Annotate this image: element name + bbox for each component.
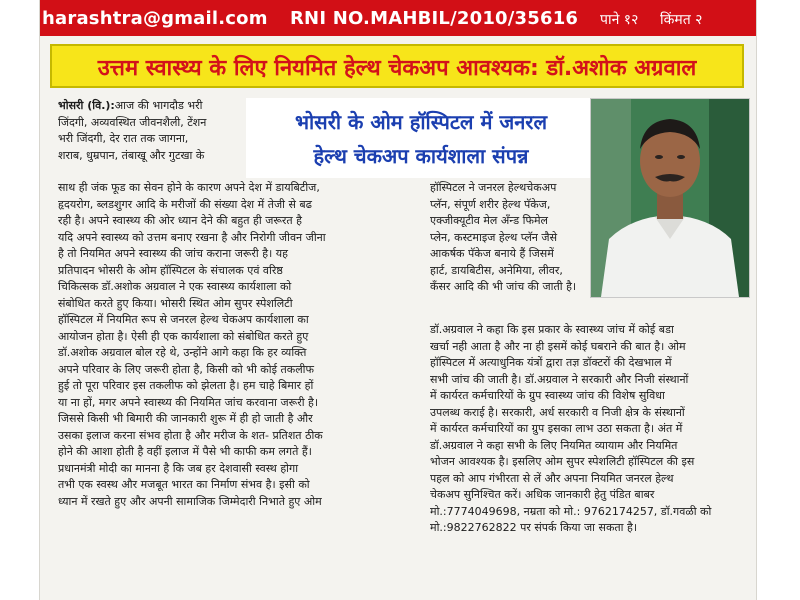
article-line: सभी जांच की जाती है। डॉ.अग्रवाल ने सरकारी और निजी संस्थानों <box>430 372 689 386</box>
article-line: प्रधानमंत्री मोदी का मानना है कि जब हर देशवासी स्वस्थ होगा <box>58 461 299 475</box>
article-line: भरी जिंदगी, देर रात तक जागना, <box>58 132 189 145</box>
article-line: संबोधित करते हुए किया। भोसरी स्थित ओम सुपर स्पेशलिटी <box>58 296 293 310</box>
article-line: हुई तो पूरा परिवार इस तकलीफ को झेलता है। हम चाहे बिमार हों <box>58 379 314 392</box>
article-line: जिससे किसी भी बिमारी की जानकारी शुरू में ही हो जाती है और <box>58 412 313 425</box>
article-line: जिंदगी, अव्यवस्थित जीवनशैली, टेंशन <box>58 115 207 129</box>
masthead-strip <box>40 0 756 36</box>
article-line: चेकअप सुनिश्चित करें। अधिक जानकारी हेतु पंडित बाबर <box>430 488 655 501</box>
article-line: मो.:7774049698, नम्रता को मो.: 9762174257, डॉ.गवळी को <box>430 504 712 518</box>
article-column-left <box>58 180 420 510</box>
article-line: है तो नियमित अपने स्वास्थ्य की जांच कराना जरूरी है। यह <box>58 247 288 260</box>
article-line: हार्ट, डायबिटीस, अनेमिया, लीवर, <box>430 263 563 277</box>
article-column-right <box>430 322 748 537</box>
article-line: रही है। अपने स्वास्थ्य की ओर ध्यान देने की बहुत ही जरूरत है <box>58 214 303 227</box>
article-line: शराब, धुम्रपान, तंबाखू और गुटखा के <box>58 148 205 162</box>
newspaper-page <box>40 0 756 600</box>
subheadline-line-2: हेल्थ चेकअप कार्यशाला संपन्न <box>313 144 529 168</box>
article-line: या ना हों, मगर अपने स्वास्थ्य की नियमित जांच करवाना जरूरी है। <box>58 395 319 409</box>
article-line: अपने परिवार के लिए जरूरी होता है, किसी को भी कोई तकलीफ <box>58 362 314 376</box>
article-line: उपलब्ध कराई है। सरकारी, अर्ध सरकारी व निजी क्षेत्र के संस्थानों <box>430 405 685 419</box>
doctor-portrait-photo <box>590 98 750 298</box>
subheadline-line-1: भोसरी के ओम हॉस्पिटल में जनरल <box>294 110 548 134</box>
masthead-email: harashtra@gmail.com <box>42 8 268 29</box>
headline-banner <box>50 44 744 88</box>
article-line: उसका इलाज करना संभव होता है और मरीज के शत- प्रतिशत ठीक <box>58 428 323 442</box>
masthead-page-count: पाने १२ <box>600 12 639 28</box>
article-line: कॅंसर आदि की भी जांच की जाती है। <box>430 280 577 293</box>
portrait-photo-icon <box>591 99 749 297</box>
article-column-middle <box>430 180 588 296</box>
article-line: ध्यान में रखते हुए और अपनी सामाजिक जिम्मेदारी निभाते हुए ओम <box>58 494 322 508</box>
article-line: साथ ही जंक फूड का सेवन होने के कारण अपने देश में डायबिटीज, <box>58 181 320 194</box>
article-line: आकर्षक पॅकेज बनाये हैं जिसमें <box>430 247 554 260</box>
article-line: हॉस्पिटल में अत्याधुनिक यंत्रों द्वारा तज्ञ डॉक्टरों की देखभाल में <box>430 356 672 369</box>
article-line: प्रतिपादन भोसरी के ओम हॉस्पिटल के संचालक एवं वरिष्ठ <box>58 263 283 277</box>
byline: भोसरी (वि.): <box>58 99 115 112</box>
article-line: यदि अपने स्वास्थ्य को उत्तम बनाए रखना है और निरोगी जीवन जीना <box>58 230 326 244</box>
article-line: डॉ.अग्रवाल ने कहा कि इस प्रकार के स्वास्थ्य जांच में कोई बडा <box>430 323 674 336</box>
article-line: पहल को आप गंभीरता से लें और अपना नियमित जनरल हेल्थ <box>430 471 674 485</box>
article-line: खर्चा नही आता है और ना ही इसमें कोई घबराने की बात है। ओम <box>430 339 686 353</box>
article-line: चिकित्सक डॉ.अशोक अग्रवाल ने एक स्वास्थ्य कार्यशाला को <box>58 280 292 293</box>
article-line: आयोजन होता है। ऐसी ही एक कार्यशाला को संबोधित करते हुए <box>58 329 309 343</box>
article-line <box>58 98 248 115</box>
article-line: तभी एक स्वस्थ और मजबूत भारत का निर्माण संभव है। इसी को <box>58 478 310 491</box>
masthead-price: किंमत २ <box>660 12 703 28</box>
article-column-top-left <box>58 98 248 164</box>
article-line: हॉस्पिटल ने जनरल हेल्थचेकअप <box>430 181 557 194</box>
article-line: होने की आशा होती है वहीं इलाज में पैसे भी काफी कम लगते हैं। <box>58 445 312 458</box>
subheadline-box <box>246 98 594 178</box>
article-line: डॉ.अग्रवाल ने कहा सभी के लिए नियमित व्यायाम और नियमित <box>430 438 678 452</box>
masthead-rni-number: RNI NO.MAHBIL/2010/35616 <box>290 8 579 29</box>
article-line: एक्जीक्यूटीव मेल अँन्ड फिमेल <box>430 214 548 227</box>
article-line: भोजन आवश्यक है। इसलिए ओम सुपर स्पेशलिटी हॉस्पिटल की इस <box>430 455 695 468</box>
article-line: हॉस्पिटल में नियमित रूप से जनरल हेल्थ चेकअप कार्यशाला का <box>58 313 309 326</box>
article-line: डॉ.अशोक अग्रवाल बोल रहे थे, उन्होंने आगे कहा कि हर व्यक्ति <box>58 346 307 359</box>
headline: उत्तम स्वास्थ्य के लिए नियमित हेल्थ चेकअप आवश्यक: डॉ.अशोक अग्रवाल <box>97 56 697 81</box>
article-line: में कार्यरत कर्मचारियों का ग्रुप इसका लाभ उठा सकता है। अंत में <box>430 422 683 435</box>
article-line: में कार्यरत कर्मचारियों के ग्रुप स्वास्थ्य जांच की विशेष सुविधा <box>430 389 665 402</box>
article-line: प्लॅन, संपूर्ण शरीर हेल्थ पॅकेज, <box>430 197 551 211</box>
article-line: मो.:9822762822 पर संपर्क किया जा सकता है। <box>430 521 638 534</box>
article-line: प्लेन, कस्टमाइज हेल्थ प्लॅन जैसे <box>430 230 558 244</box>
article-line: हृदयरोग, ब्लडशुगर आदि के मरीजों की संख्या देश में तेजी से बढ <box>58 197 312 211</box>
article-line-text: आज की भागदौड भरी <box>114 99 203 112</box>
